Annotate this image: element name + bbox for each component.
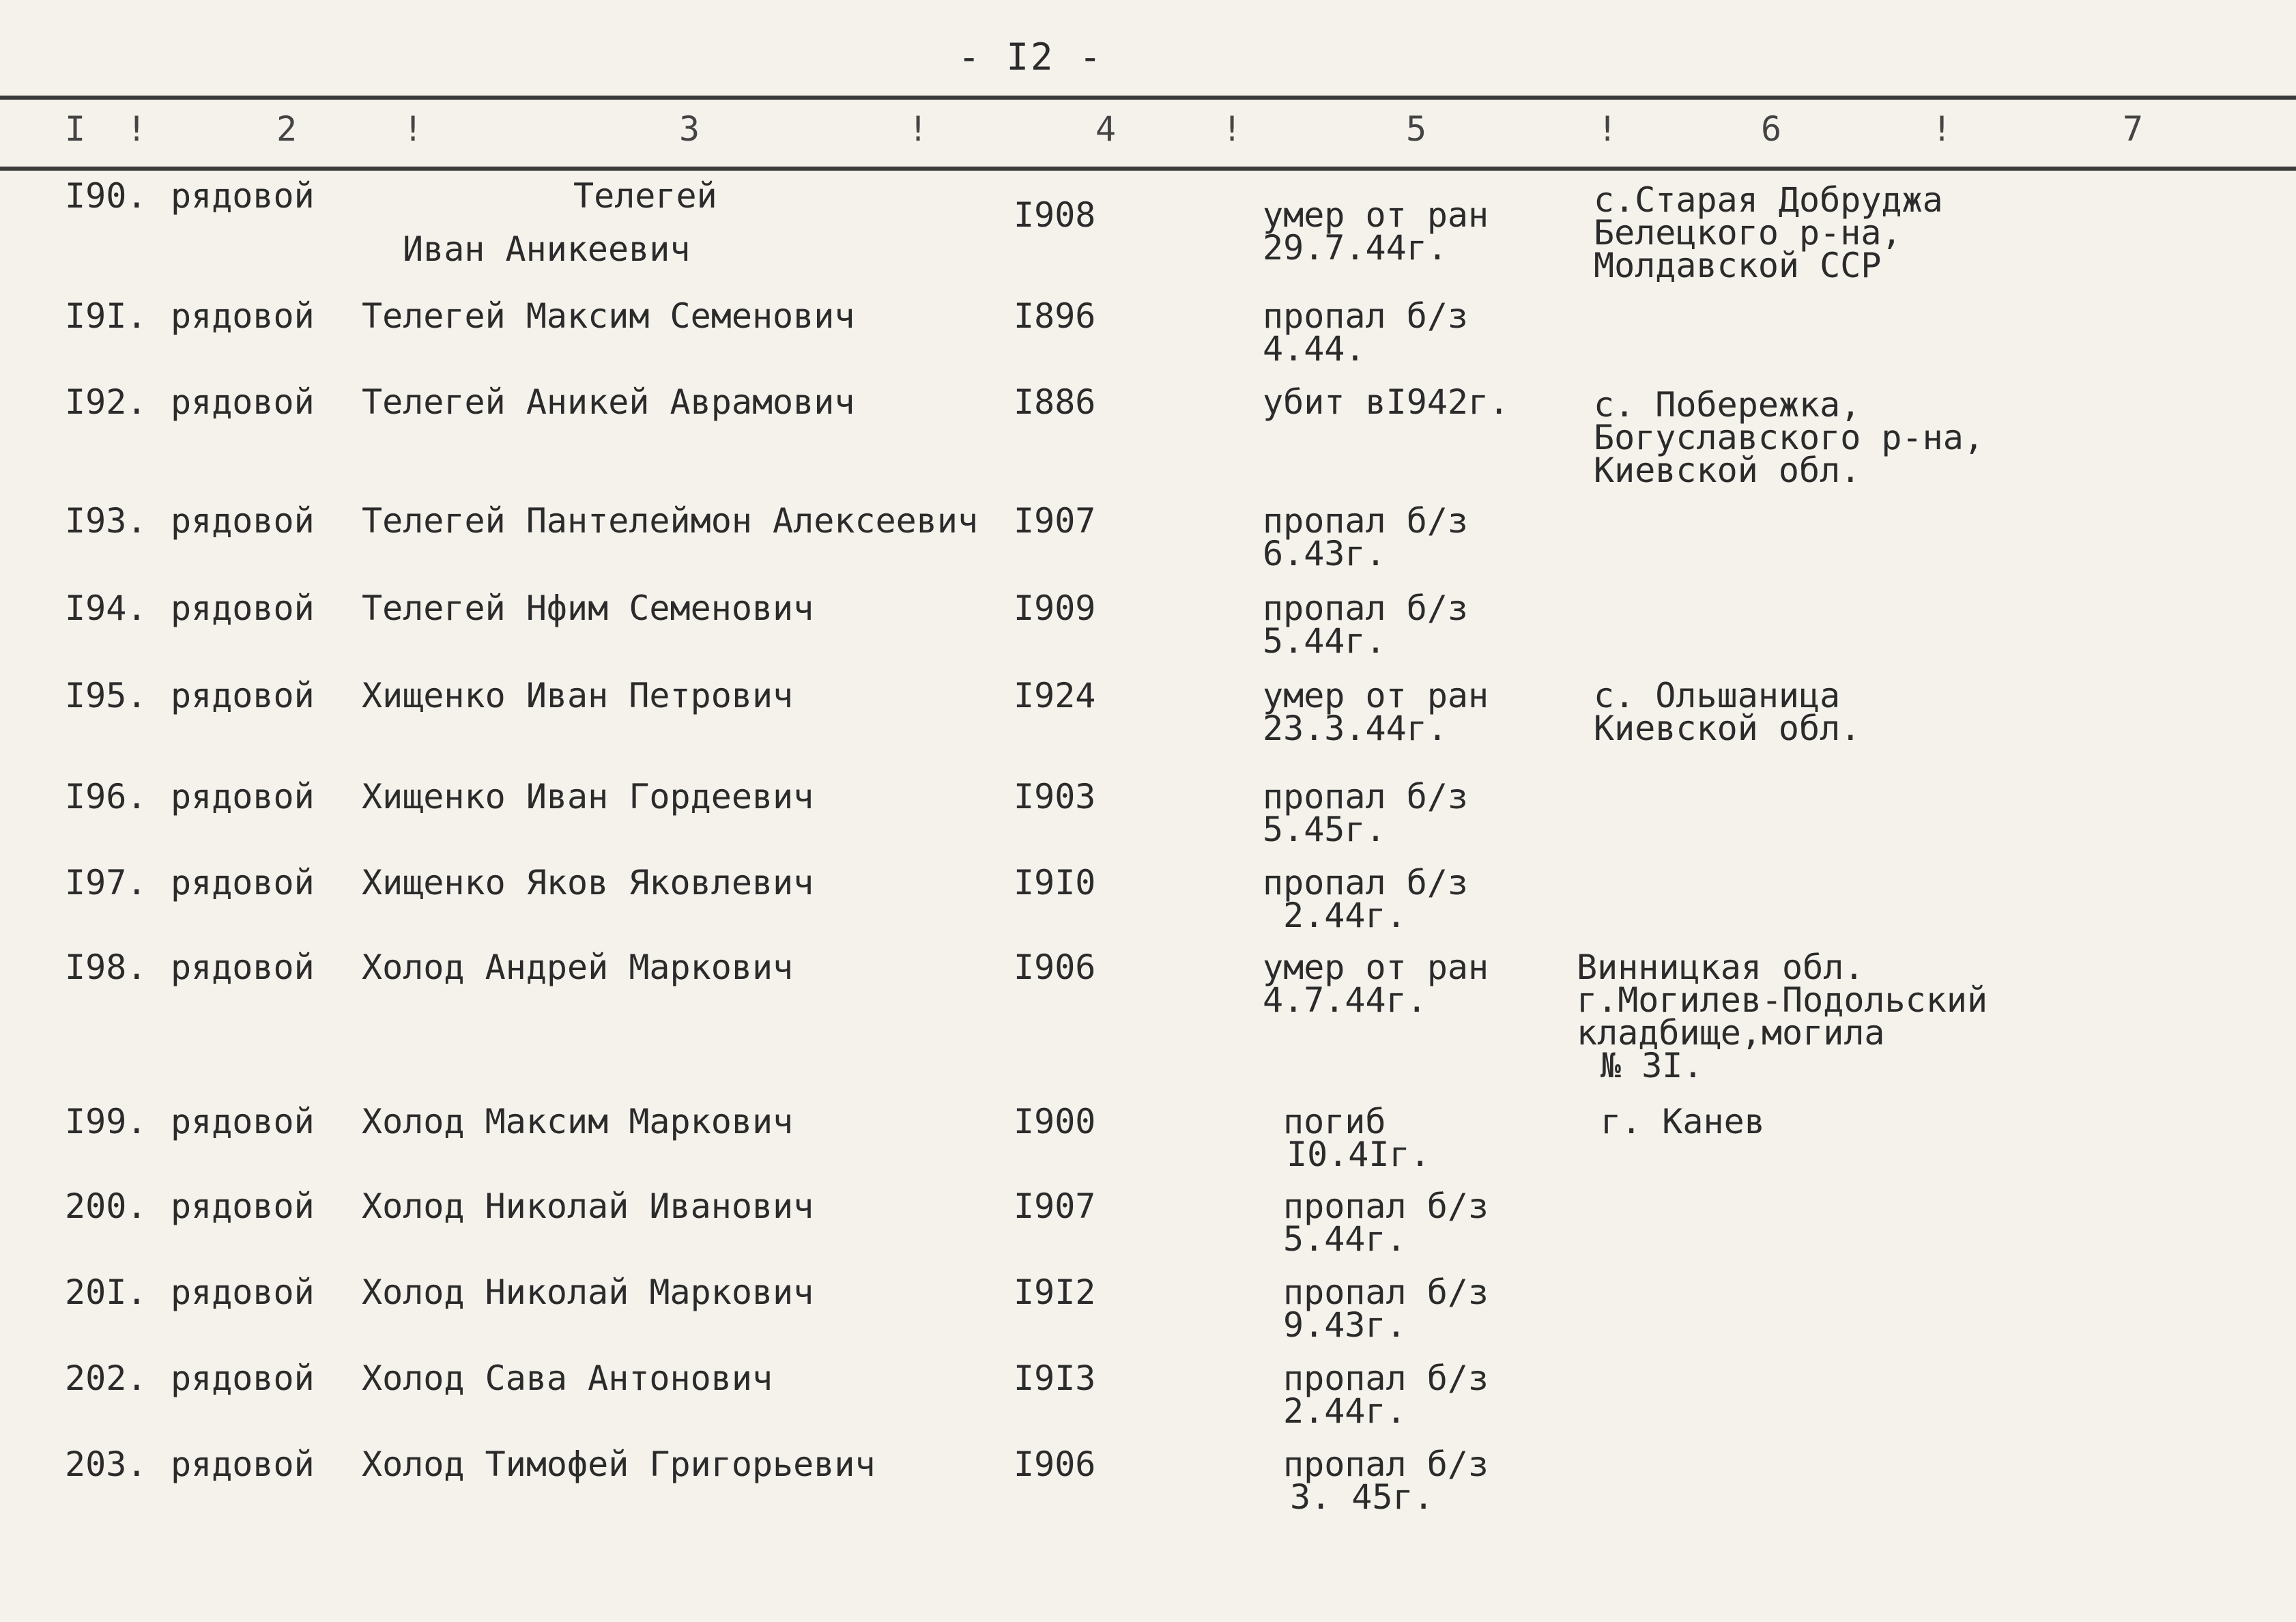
record-status: пропал б/з [1263,296,1469,336]
record-birth-year: I9I2 [1014,1272,1096,1312]
top-rule [0,96,2296,100]
record-number: 202. [65,1358,147,1398]
record-name: Холод Тимофей Григорьевич [362,1445,876,1484]
record-place: с. Побережка, [1594,385,1861,425]
record-place: кладбище,могила [1577,1013,1885,1053]
column-separator: ! [403,109,424,149]
record-place: г.Могилев-Подольский [1577,980,1988,1020]
record-status: умер от ран [1263,676,1489,715]
record-status: пропал б/з [1263,501,1469,541]
record-birth-year: I9I3 [1014,1358,1096,1398]
record-place: № 3I. [1601,1046,1704,1085]
record-status: 2.44г. [1283,896,1407,935]
record-birth-year: I903 [1014,777,1096,816]
record-rank: рядовой [171,501,315,541]
record-rank: рядовой [171,176,315,216]
record-name: Иван Аникеевич [403,229,691,269]
record-rank: рядовой [171,777,315,816]
record-name: Телегей Максим Семенович [362,296,855,336]
column-header: 6 [1761,109,1782,149]
record-number: I94. [65,588,147,628]
record-name: Хищенко Иван Гордеевич [362,777,814,816]
record-number: I99. [65,1102,147,1141]
record-name: Хищенко Иван Петрович [362,676,794,715]
record-status: 23.3.44г. [1263,709,1448,748]
record-status: I0.4Iг. [1287,1135,1431,1174]
record-rank: рядовой [171,1358,315,1398]
record-status: 5.45г. [1263,810,1386,849]
record-place: с. Ольшаница [1594,676,1841,715]
record-number: I93. [65,501,147,541]
record-birth-year: I9I0 [1014,863,1096,902]
column-header: 5 [1406,109,1427,149]
record-place: Молдавской ССР [1594,246,1882,285]
record-status: пропал б/з [1263,777,1469,816]
record-status: 29.7.44г. [1263,228,1448,268]
column-header: 2 [276,109,298,149]
record-birth-year: I924 [1014,676,1096,715]
page-number: - I2 - [958,35,1104,79]
record-birth-year: I909 [1014,588,1096,628]
column-header: I [65,109,86,149]
record-rank: рядовой [171,1445,315,1484]
record-rank: рядовой [171,296,315,336]
header-rule [0,167,2296,171]
record-birth-year: I907 [1014,501,1096,541]
column-header: 4 [1095,109,1117,149]
column-header: 3 [679,109,700,149]
column-separator: ! [908,109,929,149]
record-status: убит вI942г. [1263,382,1510,422]
record-name: Холод Максим Маркович [362,1102,794,1141]
record-number: 203. [65,1445,147,1484]
record-birth-year: I906 [1014,948,1096,987]
record-status: пропал б/з [1263,588,1469,628]
record-name: Телегей Нфим Семенович [362,588,814,628]
record-name: Холод Сава Антонович [362,1358,773,1398]
record-status: пропал б/з [1263,863,1469,902]
record-status: пропал б/з [1283,1272,1489,1312]
record-place: Киевской обл. [1594,709,1861,748]
record-status: пропал б/з [1283,1358,1489,1398]
column-separator: ! [126,109,147,149]
record-rank: рядовой [171,948,315,987]
record-name: Телегей Пантелеймон Алексеевич [362,501,979,541]
record-number: I9I. [65,296,147,336]
record-status: пропал б/з [1283,1186,1489,1226]
column-separator: ! [1222,109,1243,149]
record-rank: рядовой [171,676,315,715]
record-name: Телегей [573,176,717,216]
record-status: 3. 45г. [1290,1477,1434,1517]
record-rank: рядовой [171,382,315,422]
record-status: пропал б/з [1283,1445,1489,1484]
column-separator: ! [1597,109,1618,149]
record-number: I98. [65,948,147,987]
record-place: Белецкого р-на, [1594,213,1902,253]
record-status: умер от ран [1263,948,1489,987]
record-rank: рядовой [171,1272,315,1312]
record-name: Телегей Аникей Аврамович [362,382,855,422]
record-status: 6.43г. [1263,534,1386,573]
record-number: I92. [65,382,147,422]
record-name: Хищенко Яков Яковлевич [362,863,814,902]
record-number: I97. [65,863,147,902]
record-number: I90. [65,176,147,216]
record-name: Холод Андрей Маркович [362,948,794,987]
record-birth-year: I908 [1014,195,1096,235]
record-status: умер от ран [1263,195,1489,235]
record-birth-year: I886 [1014,382,1096,422]
record-birth-year: I896 [1014,296,1096,336]
record-place: г. Канев [1601,1102,1765,1141]
record-status: 5.44г. [1283,1219,1407,1259]
record-birth-year: I907 [1014,1186,1096,1226]
record-status: 4.44. [1263,329,1366,369]
column-header: 7 [2123,109,2144,149]
record-place: Богуславского р-на, [1594,418,1984,457]
record-birth-year: I906 [1014,1445,1096,1484]
record-number: 200. [65,1186,147,1226]
column-separator: ! [1932,109,1953,149]
record-birth-year: I900 [1014,1102,1096,1141]
record-rank: рядовой [171,588,315,628]
record-status: 9.43г. [1283,1305,1407,1345]
record-number: I95. [65,676,147,715]
record-place: Винницкая обл. [1577,948,1865,987]
record-status: 5.44г. [1263,621,1386,661]
record-name: Холод Николай Иванович [362,1186,814,1226]
record-status: погиб [1283,1102,1386,1141]
record-status: 2.44г. [1283,1391,1407,1431]
record-number: 20I. [65,1272,147,1312]
record-rank: рядовой [171,1102,315,1141]
record-rank: рядовой [171,1186,315,1226]
record-status: 4.7.44г. [1263,980,1427,1020]
record-name: Холод Николай Маркович [362,1272,814,1312]
record-place: с.Старая Добруджа [1594,180,1943,220]
record-number: I96. [65,777,147,816]
record-rank: рядовой [171,863,315,902]
record-place: Киевской обл. [1594,451,1861,490]
